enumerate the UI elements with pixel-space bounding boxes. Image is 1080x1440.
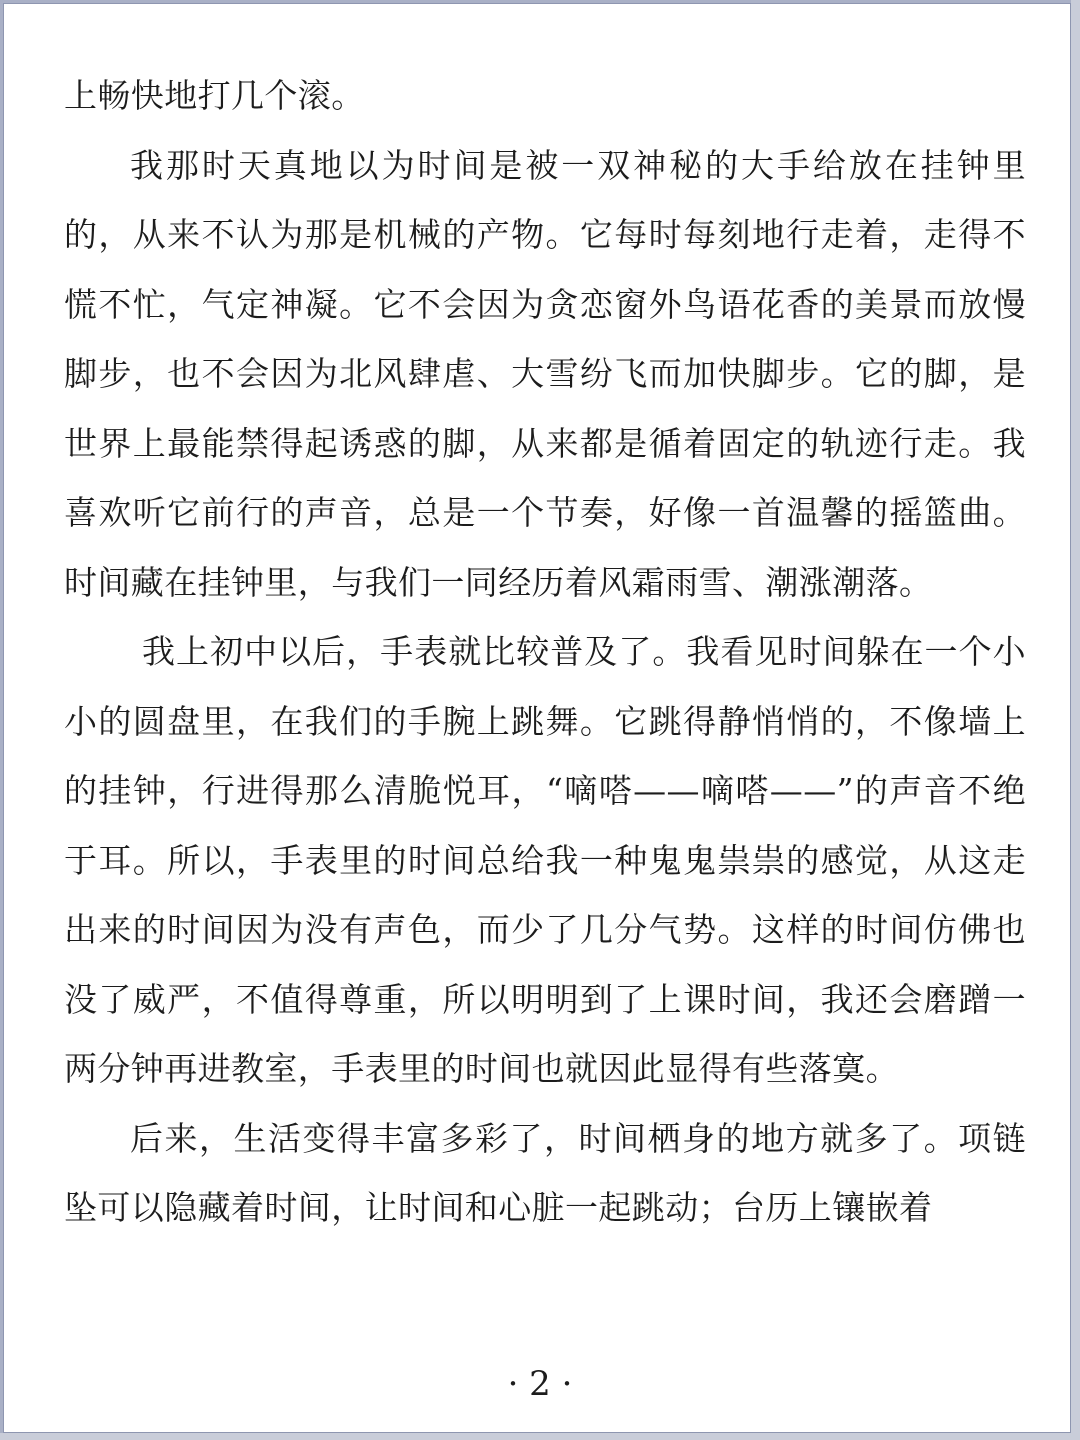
paragraph-later: 后来，生活变得丰富多彩了，时间栖身的地方就多了。项链坠可以隐藏着时间，让时间和心脏一起跳动；台历上镶嵌着 [64,1118,1026,1227]
paragraph-watch: 我上初中以后，手表就比较普及了。我看见时间躲在一个小小的圆盘里，在我们的手腕上跳舞。它跳得静悄悄的，不像墙上的挂钟，行进得那么清脆悦耳，“嘀嗒——嘀嗒——”的声音不绝于耳。所以，手表里的时间总给我一种鬼鬼祟祟的感觉，从这走出来的时间因为没有声色，而少了几分气势。这样的时间仿佛也没了威严，不值得尊重，所以明明到了上课时间，我还会磨蹭一两分钟再进教室，手表里的时间也就因此显得有些落寞。 [64,632,1026,1088]
page-edge-bottom [0,1433,1080,1440]
paragraph-continued: 上畅快地打几个滚。 [64,76,365,115]
document-page [3,3,1071,1433]
document-body [64,61,1026,1243]
paragraph-clock: 我那时天真地以为时间是被一双神秘的大手给放在挂钟里的，从来不认为那是机械的产物。它每时每刻地行走着，走得不慌不忙，气定神凝。它不会因为贪恋窗外鸟语花香的美景而放慢脚步，也不会因为北风肆虐、大雪纷飞而加快脚步。它的脚，是世界上最能禁得起诱惑的脚，从来都是循着固定的轨迹行走。我喜欢听它前行的声音，总是一个节奏，好像一首温馨的摇篮曲。时间藏在挂钟里，与我们一同经历着风霜雨雪、潮涨潮落。 [64,145,1026,602]
page-edge-right [1071,0,1080,1440]
page-number: · 2 · [507,1364,573,1404]
